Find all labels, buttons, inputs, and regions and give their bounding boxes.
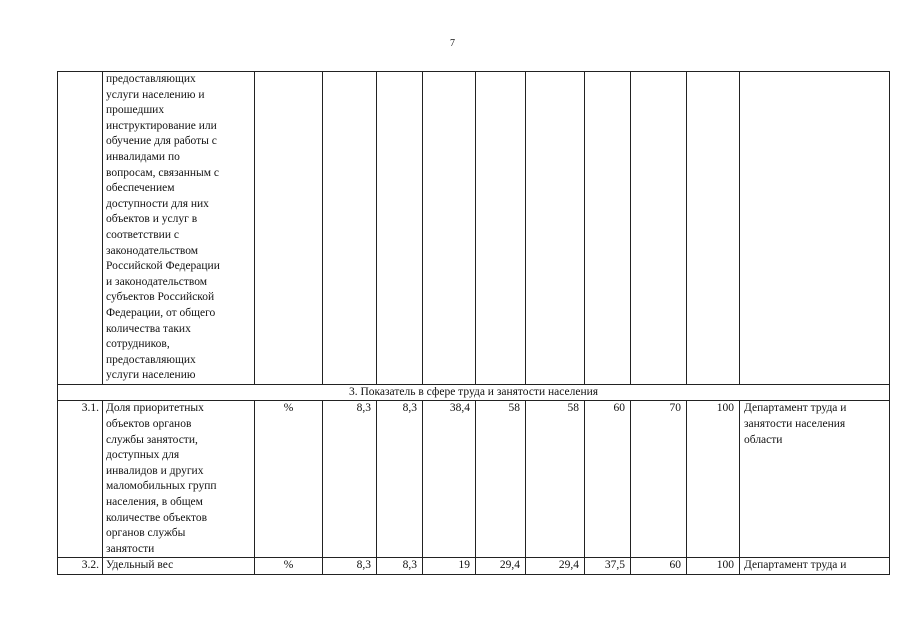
value-cell: 58 xyxy=(476,401,526,558)
text-line: субъектов Российской xyxy=(106,291,215,304)
text-line: маломобильных групп xyxy=(106,480,217,493)
unit-cell: % xyxy=(255,401,323,558)
section-header-row xyxy=(58,384,890,401)
value-cell: 38,4 xyxy=(423,401,476,558)
text-line: занятости населения xyxy=(744,418,846,431)
text-line: Департамент труда и xyxy=(744,402,847,415)
row-number: 3.2. xyxy=(58,558,103,575)
text-line: инвалидами по xyxy=(106,150,180,163)
row-number: 3.1. xyxy=(58,401,103,558)
value-cell: 8,3 xyxy=(323,401,377,558)
unit-cell: % xyxy=(255,558,323,575)
empty-cell xyxy=(255,72,323,385)
continuation-name-cell xyxy=(103,72,255,385)
text-line: количестве объектов xyxy=(106,511,207,524)
value-cell: 37,5 xyxy=(585,558,631,575)
empty-cell xyxy=(631,72,687,385)
value-cell: 19 xyxy=(423,558,476,575)
text-line: занятости xyxy=(106,542,155,555)
value-cell: 100 xyxy=(687,401,740,558)
text-line: обеспечением xyxy=(106,182,175,195)
continuation-num-cell xyxy=(58,72,103,385)
empty-cell xyxy=(687,72,740,385)
text-line: доступности для них xyxy=(106,197,209,210)
text-line: предоставляющих xyxy=(106,353,196,366)
executor-cell xyxy=(740,401,890,558)
value-cell: 60 xyxy=(585,401,631,558)
text-line: Доля приоритетных xyxy=(106,402,204,415)
text-line: соответствии с xyxy=(106,228,179,241)
text-line: услуги населению и xyxy=(106,88,205,101)
text-line: вопросам, связанным с xyxy=(106,166,220,179)
text-line: области xyxy=(744,433,783,446)
empty-cell xyxy=(423,72,476,385)
empty-cell xyxy=(585,72,631,385)
value-cell: 60 xyxy=(631,558,687,575)
text-line: службы занятости, xyxy=(106,433,198,446)
text-line: Удельный вес xyxy=(106,559,174,572)
text-line: Департамент труда и xyxy=(744,559,847,572)
value-cell: 8,3 xyxy=(323,558,377,575)
text-line: и законодательством xyxy=(106,275,208,288)
empty-cell xyxy=(526,72,585,385)
text-line: услуги населению xyxy=(106,369,196,382)
continuation-row xyxy=(58,72,890,385)
value-cell: 8,3 xyxy=(377,558,423,575)
indicators-table xyxy=(57,71,890,575)
text-line: сотрудников, xyxy=(106,338,170,351)
indicator-name xyxy=(103,401,255,558)
text-line: Российской Федерации xyxy=(106,260,220,273)
text-line: Федерации, от общего xyxy=(106,306,216,319)
text-line: количества таких xyxy=(106,322,191,335)
text-line: законодательством xyxy=(106,244,199,257)
text-line: объектов органов xyxy=(106,418,192,431)
text-line: инвалидов и других xyxy=(106,464,204,477)
indicator-name xyxy=(103,558,255,575)
table-row xyxy=(58,401,890,558)
section-header: 3. Показатель в сфере труда и занятости населения xyxy=(58,384,890,401)
value-cell: 58 xyxy=(526,401,585,558)
page-number: 7 xyxy=(450,38,455,49)
table-row xyxy=(58,558,890,575)
value-cell: 100 xyxy=(687,558,740,575)
empty-cell xyxy=(476,72,526,385)
empty-cell xyxy=(740,72,890,385)
text-line: объектов и услуг в xyxy=(106,213,198,226)
executor-cell xyxy=(740,558,890,575)
text-line: инструктирование или xyxy=(106,119,217,132)
text-line: доступных для xyxy=(106,449,180,462)
empty-cell xyxy=(323,72,377,385)
text-line: обучение для работы с xyxy=(106,135,217,148)
value-cell: 29,4 xyxy=(476,558,526,575)
text-line: прошедших xyxy=(106,104,165,117)
value-cell: 29,4 xyxy=(526,558,585,575)
empty-cell xyxy=(377,72,423,385)
text-line: населения, в общем xyxy=(106,496,203,509)
value-cell: 70 xyxy=(631,401,687,558)
text-line: органов службы xyxy=(106,527,186,540)
text-line: предоставляющих xyxy=(106,73,196,85)
value-cell: 8,3 xyxy=(377,401,423,558)
